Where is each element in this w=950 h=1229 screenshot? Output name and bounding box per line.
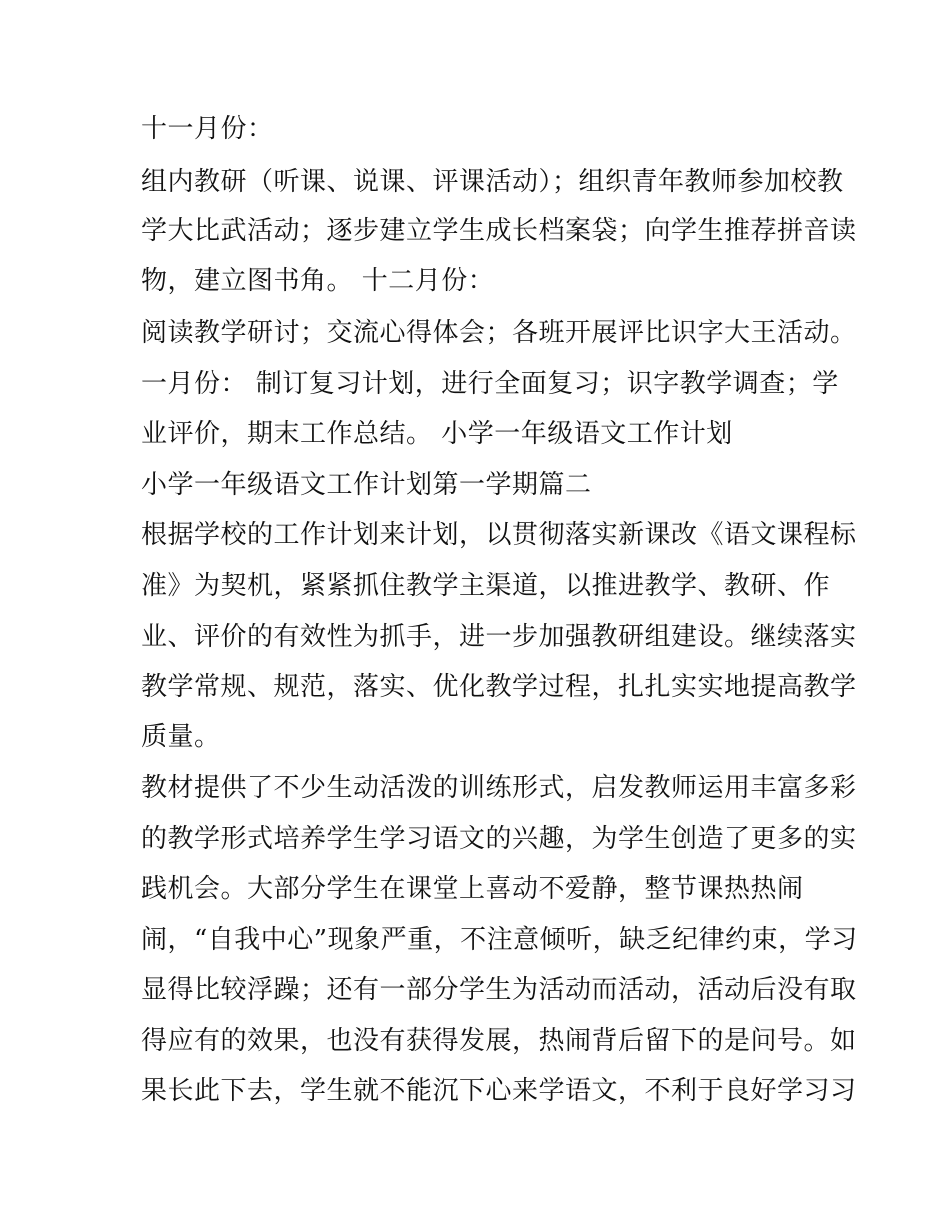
text-line: 学大比武活动；逐步建立学生成长档案袋；向学生推荐拼音读 (141, 216, 857, 246)
text-line: 果长此下去，学生就不能沉下心来学语文，不利于良好学习习 (141, 1076, 857, 1106)
text-line: 业、评价的有效性为抓手，进一步加强教研组建设。继续落实 (141, 622, 857, 652)
section-heading: 小学一年级语文工作计划第一学期篇二 (141, 470, 592, 500)
text-line: 践机会。大部分学生在课堂上喜动不爱静，整节课热热闹 (141, 874, 804, 904)
text-line: 业评价，期末工作总结。 小学一年级语文工作计划 (141, 419, 733, 449)
text-line: 教学常规、规范，落实、优化教学过程，扎扎实实地提高教学 (141, 672, 857, 702)
text-line: 十一月份： (141, 114, 274, 144)
text-line: 一月份： 制订复习计划，进行全面复习；识字教学调查；学 (141, 369, 839, 399)
text-line: 物，建立图书角。 十二月份： (141, 266, 495, 296)
text-line: 根据学校的工作计划来计划，以贯彻落实新课改《语文课程标 (141, 520, 857, 550)
text-line: 教材提供了不少生动活泼的训练形式，启发教师运用丰富多彩 (141, 773, 857, 803)
text-line: 显得比较浮躁；还有一部分学生为活动而活动，活动后没有取 (141, 975, 857, 1005)
text-line: 得应有的效果，也没有获得发展，热闹背后留下的是问号。如 (141, 1026, 857, 1056)
text-line: 的教学形式培养学生学习语文的兴趣，为学生创造了更多的实 (141, 824, 857, 854)
text-line: 阅读教学研讨；交流心得体会；各班开展评比识字大王活动。 (141, 318, 857, 348)
text-line: 闹，“自我中心”现象严重，不注意倾听，缺乏纪律约束，学习 (141, 925, 858, 955)
text-line: 准》为契机，紧紧抓住教学主渠道，以推进教学、教研、作 (141, 571, 831, 601)
text-line: 质量。 (141, 722, 221, 752)
text-line: 组内教研（听课、说课、评课活动）；组织青年教师参加校教 (141, 167, 844, 197)
